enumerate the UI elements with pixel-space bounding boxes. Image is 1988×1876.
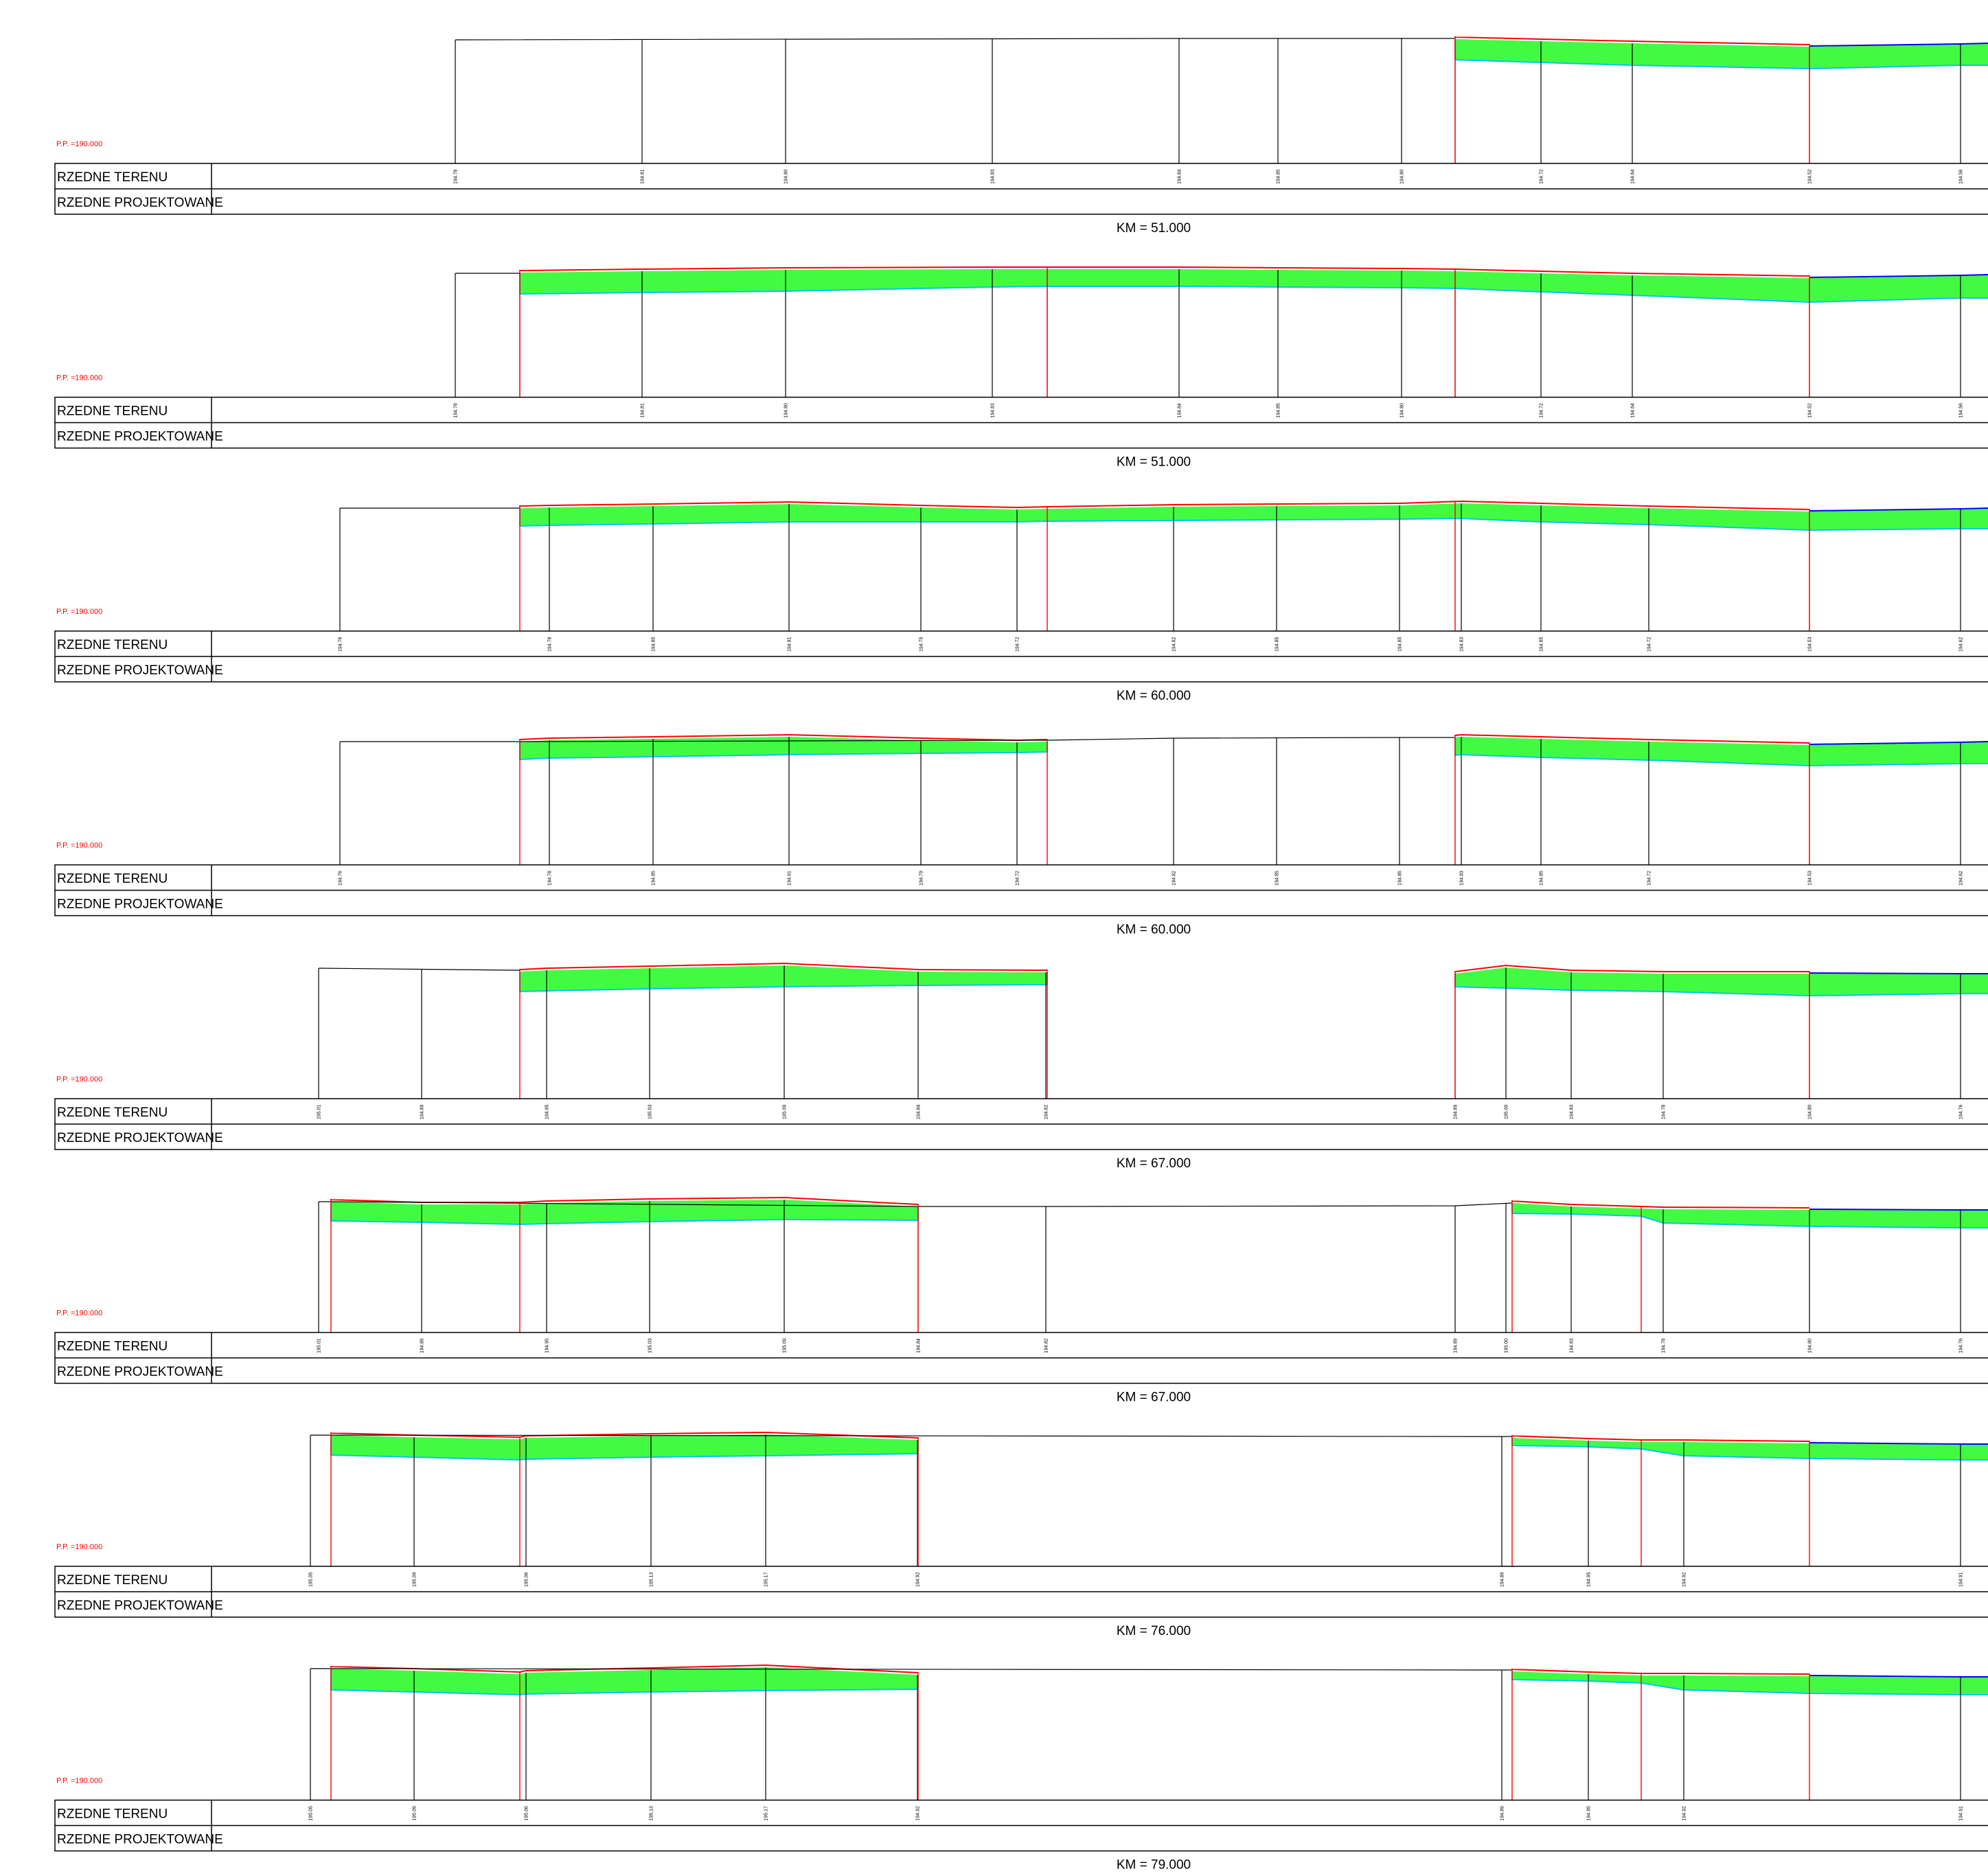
terrain-elevation-label: 194.85 [1397, 637, 1403, 652]
terrain-elevation-label: 195.09 [782, 1338, 788, 1353]
terrain-elevation-label: 194.52 [1807, 169, 1813, 184]
plane-of-reference-label: P.P. =190.000 [56, 608, 103, 616]
km-caption: KM = 60.000 [1116, 689, 1191, 703]
section-3 [55, 501, 1988, 703]
terrain-elevation-label: 194.95 [545, 1104, 550, 1119]
terrain-elevation-label: 195.17 [764, 1572, 769, 1587]
km-caption: KM = 79.000 [1116, 1857, 1191, 1873]
terrain-elevation-label: 195.00 [1504, 1338, 1509, 1353]
section-7 [55, 1432, 1988, 1638]
terrain-row-label: RZEDNE TERENU [57, 1573, 168, 1588]
terrain-elevation-label: 194.76 [338, 871, 343, 886]
section-6 [55, 1198, 1988, 1405]
design-row-label: RZEDNE PROJEKTOWANE [57, 1599, 223, 1613]
km-caption: KM = 60.000 [1116, 922, 1191, 937]
terrain-elevation-label: 194.89 [1453, 1104, 1459, 1119]
km-caption: KM = 51.000 [1116, 221, 1191, 236]
terrain-elevation-label: 194.89 [1500, 1572, 1505, 1587]
terrain-elevation-label: 194.92 [915, 1572, 921, 1587]
terrain-elevation-label: 194.72 [1647, 871, 1652, 886]
terrain-elevation-label: 194.85 [651, 871, 656, 886]
terrain-elevation-label: 194.85 [1539, 637, 1544, 652]
terrain-elevation-label: 194.92 [1682, 1806, 1687, 1821]
plane-of-reference-label: P.P. =190.000 [56, 1075, 103, 1084]
terrain-elevation-label: 195.09 [412, 1806, 418, 1821]
terrain-elevation-label: 194.56 [1958, 169, 1964, 184]
terrain-elevation-label: 194.82 [1044, 1104, 1049, 1119]
design-row-label: RZEDNE PROJEKTOWANE [57, 1131, 223, 1145]
terrain-elevation-label: 194.78 [453, 169, 459, 184]
terrain-elevation-label: 194.80 [1399, 403, 1405, 418]
section-4 [55, 735, 1988, 937]
terrain-elevation-label: 194.92 [915, 1806, 921, 1821]
fill-area [331, 1434, 918, 1460]
terrain-elevation-label: 194.82 [1172, 871, 1177, 886]
terrain-elevation-label: 195.00 [1504, 1104, 1509, 1119]
fill-area [331, 1200, 918, 1224]
plane-of-reference-label: P.P. =190.000 [56, 841, 103, 850]
design-row-label: RZEDNE PROJEKTOWANE [57, 897, 223, 912]
terrain-elevation-label: 194.78 [547, 871, 553, 886]
km-caption: KM = 51.000 [1116, 455, 1191, 470]
plane-of-reference-label: P.P. =190.000 [56, 1309, 103, 1318]
terrain-elevation-label: 194.64 [1630, 403, 1636, 418]
terrain-elevation-label: 194.95 [1586, 1572, 1592, 1587]
terrain-elevation-label: 194.85 [651, 637, 656, 652]
design-line-blue [1809, 1209, 1988, 1210]
terrain-elevation-label: 194.53 [1807, 637, 1813, 652]
terrain-elevation-label: 195.05 [308, 1806, 314, 1821]
terrain-outline [310, 1669, 1512, 1670]
terrain-elevation-label: 194.76 [1958, 1338, 1964, 1353]
terrain-elevation-label: 194.72 [1539, 403, 1544, 418]
design-row-label: RZEDNE PROJEKTOWANE [57, 429, 223, 444]
terrain-elevation-label: 194.84 [1177, 403, 1182, 418]
terrain-elevation-label: 195.13 [649, 1572, 654, 1587]
design-line-blue [1809, 973, 1988, 974]
terrain-row-label: RZEDNE TERENU [57, 871, 168, 886]
section-8 [55, 1665, 1988, 1873]
terrain-elevation-label: 194.83 [990, 169, 996, 184]
fill-area [520, 269, 1988, 302]
terrain-elevation-label: 194.85 [1275, 871, 1280, 886]
terrain-elevation-label: 195.06 [524, 1572, 529, 1587]
terrain-elevation-label: 194.83 [1459, 637, 1465, 652]
terrain-elevation-label: 195.17 [764, 1806, 769, 1821]
terrain-elevation-label: 194.53 [1807, 871, 1813, 886]
terrain-elevation-label: 194.84 [1177, 169, 1182, 184]
terrain-elevation-label: 194.62 [1958, 871, 1964, 886]
design-row-label: RZEDNE PROJEKTOWANE [57, 1364, 223, 1380]
terrain-elevation-label: 194.84 [916, 1104, 922, 1119]
km-caption: KM = 76.000 [1116, 1624, 1191, 1638]
terrain-elevation-label: 195.13 [649, 1806, 654, 1821]
terrain-elevation-label: 194.95 [1586, 1806, 1592, 1821]
terrain-outline [455, 38, 1455, 40]
terrain-elevation-label: 195.01 [317, 1104, 322, 1119]
plane-of-reference-label: P.P. =190.000 [56, 140, 103, 148]
terrain-elevation-label: 194.91 [1958, 1806, 1964, 1821]
terrain-elevation-label: 194.85 [1275, 637, 1280, 652]
terrain-elevation-label: 194.76 [1958, 1104, 1964, 1119]
terrain-elevation-label: 194.89 [420, 1338, 425, 1353]
terrain-elevation-label: 194.84 [916, 1338, 922, 1353]
terrain-elevation-label: 194.76 [338, 637, 343, 652]
terrain-elevation-label: 194.80 [1807, 1104, 1813, 1119]
terrain-elevation-label: 194.89 [1453, 1338, 1459, 1353]
terrain-elevation-label: 194.81 [640, 403, 645, 418]
terrain-elevation-label: 195.09 [412, 1572, 418, 1587]
terrain-elevation-label: 194.80 [784, 403, 789, 418]
terrain-elevation-label: 195.06 [524, 1806, 529, 1821]
terrain-row-label: RZEDNE TERENU [57, 170, 168, 185]
fill-area [520, 503, 1988, 530]
design-row-label: RZEDNE PROJEKTOWANE [57, 663, 223, 678]
terrain-elevation-label: 194.80 [1807, 1338, 1813, 1353]
terrain-elevation-label: 195.03 [648, 1338, 653, 1353]
section-5 [55, 963, 1988, 1171]
terrain-elevation-label: 194.78 [453, 403, 459, 418]
terrain-elevation-label: 194.64 [1630, 169, 1636, 184]
terrain-elevation-label: 194.62 [1958, 637, 1964, 652]
terrain-elevation-label: 194.80 [784, 169, 789, 184]
terrain-elevation-label: 194.92 [1682, 1572, 1687, 1587]
plane-of-reference-label: P.P. =190.000 [56, 374, 103, 382]
terrain-elevation-label: 194.83 [1569, 1338, 1575, 1353]
terrain-elevation-label: 194.72 [1015, 871, 1020, 886]
fill-area [1512, 1203, 1988, 1228]
terrain-outline [319, 968, 520, 970]
terrain-elevation-label: 194.91 [787, 637, 792, 652]
section-2 [55, 266, 1988, 470]
terrain-elevation-label: 194.85 [1276, 169, 1281, 184]
terrain-elevation-label: 194.91 [1958, 1572, 1964, 1587]
terrain-elevation-label: 194.72 [1539, 169, 1544, 184]
terrain-elevation-label: 194.85 [1539, 871, 1544, 886]
terrain-elevation-label: 194.85 [1397, 871, 1403, 886]
terrain-elevation-label: 194.83 [1569, 1104, 1575, 1119]
terrain-elevation-label: 194.79 [919, 637, 924, 652]
terrain-elevation-label: 195.03 [648, 1104, 653, 1119]
terrain-elevation-label: 194.91 [787, 871, 792, 886]
terrain-elevation-label: 194.78 [1661, 1104, 1667, 1119]
plane-of-reference-label: P.P. =190.000 [56, 1776, 103, 1785]
terrain-row-label: RZEDNE TERENU [57, 404, 168, 419]
terrain-elevation-label: 194.80 [1399, 169, 1405, 184]
terrain-elevation-label: 194.89 [1500, 1806, 1505, 1821]
terrain-elevation-label: 195.05 [308, 1572, 314, 1587]
terrain-elevation-label: 194.72 [1015, 637, 1020, 652]
terrain-elevation-label: 194.81 [640, 169, 645, 184]
design-row-label: RZEDNE PROJEKTOWANE [57, 1832, 223, 1847]
terrain-elevation-label: 194.89 [420, 1104, 425, 1119]
terrain-elevation-label: 194.83 [990, 403, 996, 418]
terrain-row-label: RZEDNE TERENU [57, 1807, 168, 1822]
terrain-elevation-label: 194.56 [1958, 403, 1964, 418]
terrain-elevation-label: 194.82 [1044, 1338, 1049, 1353]
terrain-elevation-label: 194.95 [545, 1338, 550, 1353]
terrain-row-label: RZEDNE TERENU [57, 638, 168, 652]
plane-of-reference-label: P.P. =190.000 [56, 1543, 103, 1551]
terrain-elevation-label: 194.78 [547, 637, 553, 652]
terrain-elevation-label: 194.82 [1172, 637, 1177, 652]
terrain-row-label: RZEDNE TERENU [57, 1339, 168, 1354]
section-1 [55, 36, 1988, 236]
terrain-row-label: RZEDNE TERENU [57, 1106, 168, 1120]
terrain-elevation-label: 194.78 [1661, 1338, 1667, 1353]
terrain-elevation-label: 194.85 [1276, 403, 1281, 418]
terrain-elevation-label: 195.01 [317, 1338, 322, 1353]
terrain-elevation-label: 194.79 [919, 871, 924, 886]
km-caption: KM = 67.000 [1116, 1390, 1191, 1405]
terrain-elevation-label: 194.72 [1647, 637, 1652, 652]
terrain-elevation-label: 194.83 [1459, 871, 1465, 886]
terrain-elevation-label: 195.09 [782, 1104, 788, 1119]
terrain-elevation-label: 194.52 [1807, 403, 1813, 418]
design-row-label: RZEDNE PROJEKTOWANE [57, 196, 223, 210]
km-caption: KM = 67.000 [1116, 1156, 1191, 1171]
